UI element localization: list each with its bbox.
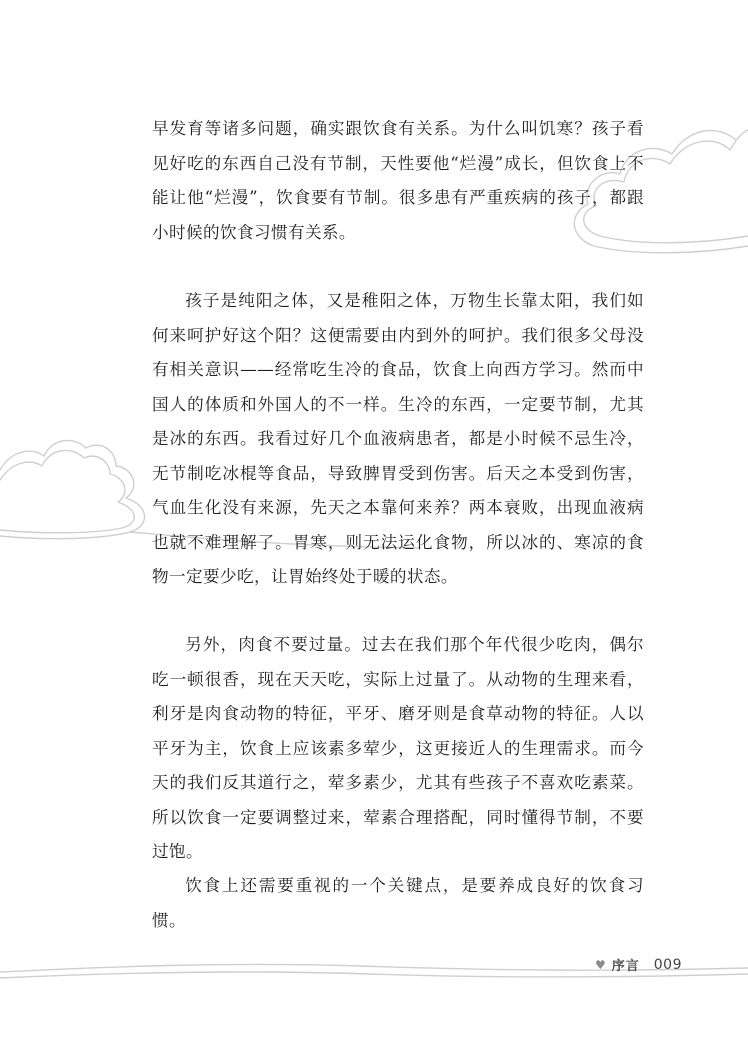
paragraph-1: 早发育等诸多问题，确实跟饮食有关系。为什么叫饥寒？孩子看见好吃的东西自己没有节制，天性要他“烂漫”成长，但饮食上不能让他“烂漫”，饮食要有节制。很多患有严重疾病的孩子，都跟小时候的饮食习惯有关系。 xyxy=(152,119,644,242)
section-title: 序言 xyxy=(611,959,640,974)
paragraph-4: 饮食上还需要重视的一个关键点，是要养成良好的饮食习惯。 xyxy=(152,876,644,930)
paragraph-3: 另外，肉食不要过量。过去在我们那个年代很少吃肉，偶尔吃一顿很香，现在天天吃，实际上过量了。从动物的生理来看，利牙是肉食动物的特征，平牙、磨牙则是食草动物的特征。人以平牙为主，饮食上应该素多荤少，这更接近人的生理需求。而今天的我们反其道行之，荤多素少，尤其有些孩子不喜欢吃素菜。所以饮食一定要调整过来，荤素合理搭配，同时懂得节制，不要过饱。 xyxy=(152,635,644,861)
heart-icon: ♥ xyxy=(594,957,606,972)
page-number: 009 xyxy=(653,956,682,973)
page-footer xyxy=(595,955,682,974)
left-cloud xyxy=(0,440,145,538)
paragraph-2: 孩子是纯阳之体，又是稚阳之体，万物生长靠太阳，我们如何来呵护好这个阳？这便需要由内到外的呵护。我们很多父母没有相关意识——经常吃生冷的食品，饮食上向西方学习。然而中国人的体质和外国人的不一样。生冷的东西，一定要节制，尤其是冰的东西。我看过好几个血液病患者，都是小时候不忌生冷，无节制吃冰棍等食品，导致脾胃受到伤害。后天之本受到伤害，气血生化没有来源，先天之本靠何来养？两本衰败，出现血液病也就不难理解了。胃寒，则无法运化食物，所以冰的、寒凉的食物一定要少吃，让胃始终处于暖的状态。 xyxy=(152,291,644,586)
